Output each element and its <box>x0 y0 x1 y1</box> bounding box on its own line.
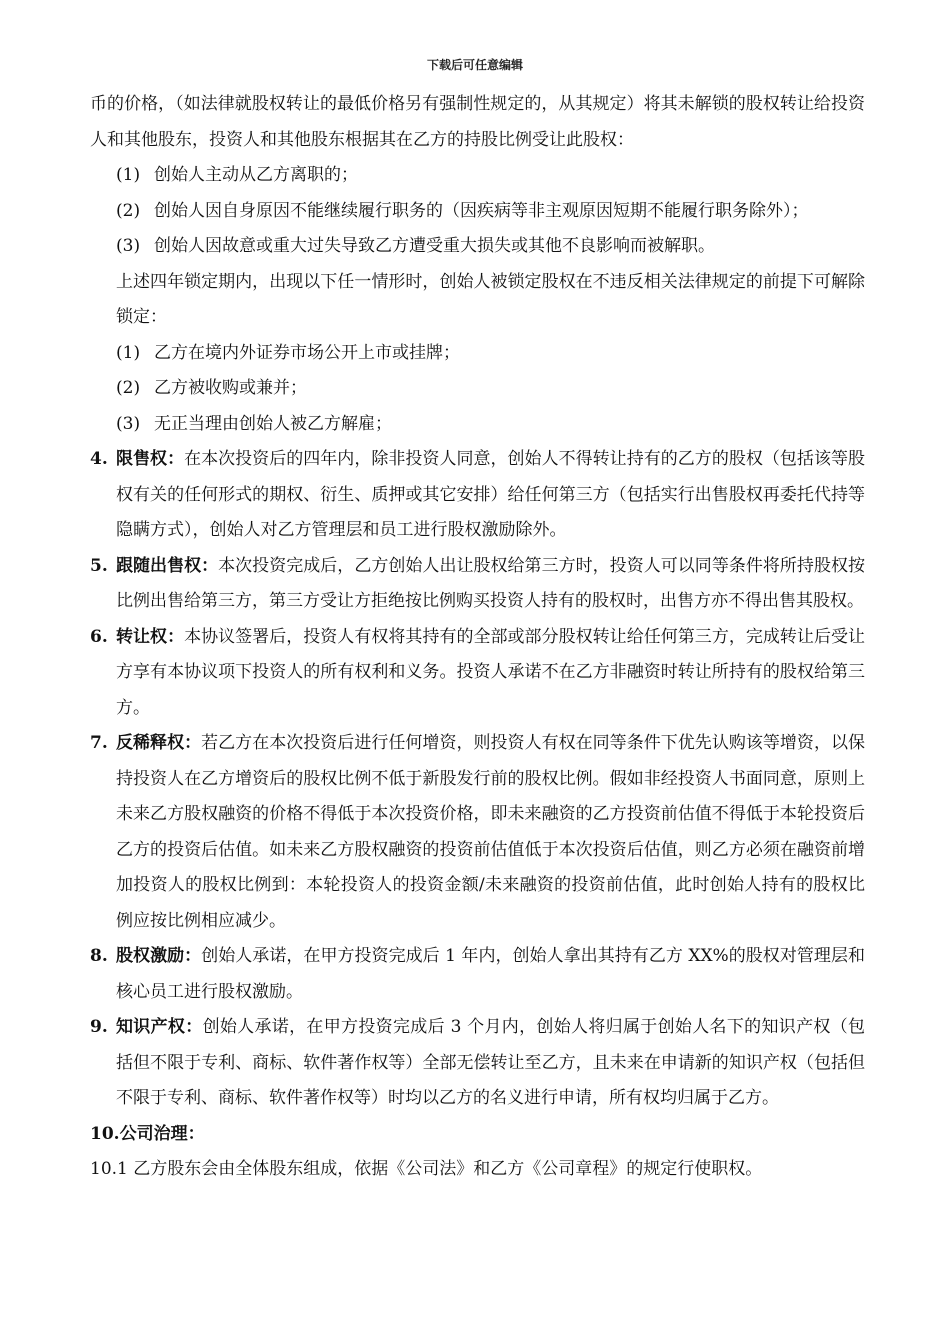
clause-number: 7. <box>90 733 108 753</box>
list-item-number: (3) <box>116 236 141 256</box>
clause-item-6 <box>90 620 865 727</box>
clause-text: 本协议签署后，投资人有权将其持有的全部或部分股权转让给任何第三方，完成转让后受让方享有本协议项下投资人的所有权利和义务。投资人承诺不在乙方非融资时转让所持有的股权给第三方。 <box>116 626 865 718</box>
clause-item-5 <box>90 549 865 620</box>
clause-text: 创始人承诺，在甲方投资完成后 1 年内，创始人拿出其持有乙方 XX%的股权对管理层和核心员工进行股权激励。 <box>116 946 865 1002</box>
list-item-text: 乙方在境内外证券市场公开上市或挂牌； <box>154 342 460 363</box>
clause-number: 6. <box>90 626 108 647</box>
clause-item-7 <box>90 726 865 939</box>
clause-title: 反稀释权： <box>116 733 202 753</box>
clause-item-8 <box>90 939 865 1010</box>
unlock-intro-paragraph: 上述四年锁定期内，出现以下任一情形时，创始人被锁定股权在不违反相关法律规定的前提下可解除锁定： <box>116 271 865 327</box>
clause-title: 股权激励： <box>116 946 202 966</box>
list-item-number: (3) <box>116 413 141 434</box>
list-item-number: (1) <box>116 165 141 185</box>
clause-text: 本次投资完成后，乙方创始人出让股权给第三方时，投资人可以同等条件将所持股权按比例出售给第三方，第三方受让方拒绝按比例购买投资人持有的股权时，出售方亦不得出售其股权。 <box>116 555 865 611</box>
list-item-number: (2) <box>116 378 141 398</box>
clause-text: 在本次投资后的四年内，除非投资人同意，创始人不得转让持有的乙方的股权（包括该等股权有关的任何形式的期权、衍生、质押或其它安排）给任何第三方（包括实行出售股权再委托代持等隐瞒方式），创始人对乙方管理层和员工进行股权激励除外。 <box>116 449 865 540</box>
list-item-text: 创始人因自身原因不能继续履行职务的（因疾病等非主观原因短期不能履行职务除外）； <box>154 200 809 221</box>
intro-paragraph: 币的价格，（如法律就股权转让的最低价格另有强制性规定的，从其规定）将其未解锁的股权转让给投资人和其他股东，投资人和其他股东根据其在乙方的持股比例受让此股权： <box>90 94 865 150</box>
clause-title: 跟随出售权： <box>116 555 219 576</box>
clause-number: 8. <box>90 946 108 966</box>
list-item <box>90 407 865 443</box>
list-item <box>90 158 865 194</box>
clause-title: 知识产权： <box>116 1017 203 1037</box>
clause-title: 转让权： <box>116 626 185 647</box>
list-item <box>90 371 865 407</box>
page-header: 下载后可任意编辑 <box>426 58 523 72</box>
list-item <box>90 336 865 372</box>
lock-conditions-list <box>90 158 865 265</box>
clause-item-4 <box>90 442 865 549</box>
clause-10-1: 10.1 乙方股东会由全体股东组成，依据《公司法》和乙方《公司章程》的规定行使职权。 <box>90 1159 763 1179</box>
clause-title: 限售权： <box>116 449 185 469</box>
list-item-number: (1) <box>116 342 141 363</box>
unlock-conditions-list <box>90 336 865 443</box>
list-item-number: (2) <box>116 200 141 221</box>
list-item <box>90 194 865 230</box>
list-item <box>90 229 865 265</box>
clause-item-9 <box>90 1010 865 1117</box>
list-item-text: 创始人主动从乙方离职的； <box>154 165 358 185</box>
clause-number: 5. <box>90 555 108 576</box>
section-heading-10: 10.公司治理： <box>90 1123 205 1144</box>
clause-text: 创始人承诺，在甲方投资完成后 3 个月内，创始人将归属于创始人名下的知识产权（包括但不限于专利、商标、软件著作权等）全部无偿转让至乙方，且未来在申请新的知识产权（包括但不限于专利、商标、软件著作权等）时均以乙方的名义进行申请，所有权均归属于乙方。 <box>116 1017 866 1108</box>
list-item-text: 无正当理由创始人被乙方解雇； <box>154 413 392 434</box>
list-item-text: 创始人因故意或重大过失导致乙方遭受重大损失或其他不良影响而被解职。 <box>154 236 715 256</box>
document-body <box>90 87 865 1188</box>
clause-text: 若乙方在本次投资后进行任何增资，则投资人有权在同等条件下优先认购该等增资，以保持投资人在乙方增资后的股权比例不低于新股发行前的股权比例。假如非经投资人书面同意，原则上未来乙方股权融资的价格不得低于本次投资价格，即未来融资的乙方投资前估值不得低于本轮投资后乙方的投资后估值。如未来乙方股权融资的投资前估值低于本次投资后估值，则乙方必须在融资前增加投资人的股权比例到：本轮投资人的投资金额/未来融资的投资前估值，此时创始人持有的股权比例应按比例相应减少。 <box>116 733 866 931</box>
clause-number: 9. <box>90 1017 108 1037</box>
numbered-clauses <box>90 442 865 1117</box>
clause-number: 4. <box>90 449 108 469</box>
list-item-text: 乙方被收购或兼并； <box>154 378 307 398</box>
